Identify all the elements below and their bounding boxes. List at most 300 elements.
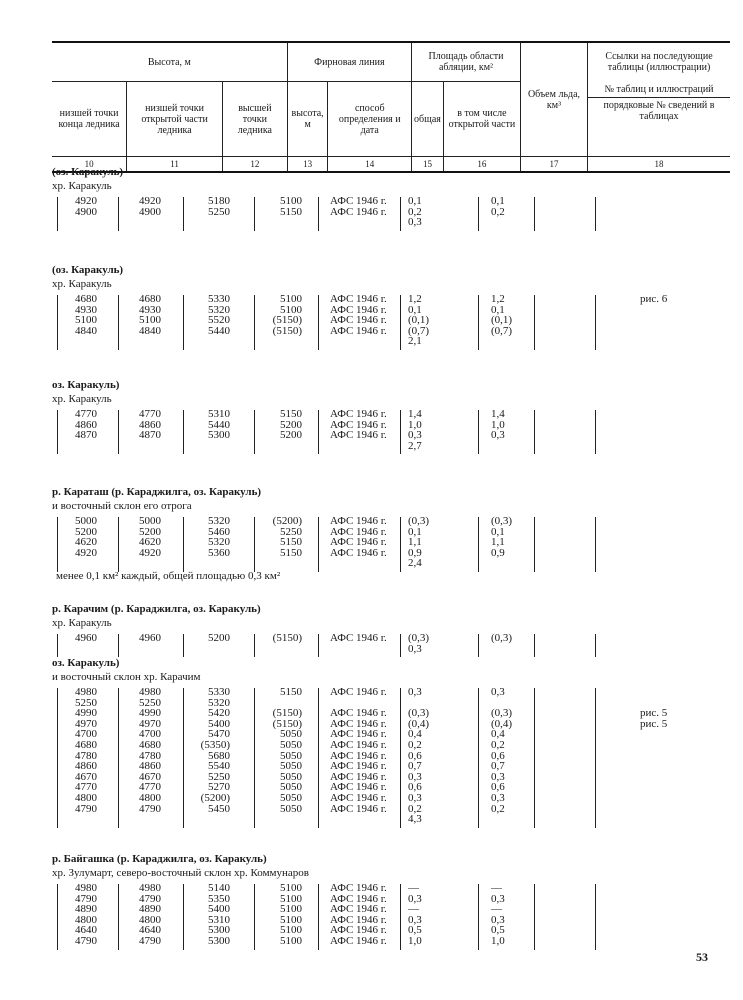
table-cell: 0,2	[491, 802, 505, 815]
table-cell: (0,3)	[491, 707, 513, 720]
table-cell: 1,1	[408, 536, 422, 549]
table-cell: 5100	[280, 293, 302, 305]
table-cell: 5200	[280, 418, 302, 431]
table-cell: 4930	[75, 303, 97, 316]
header-height-group: Высота, м	[52, 42, 287, 82]
table-cell: 4920	[75, 546, 97, 559]
table-cell: 0,3	[491, 792, 505, 804]
table-cell: 5000	[75, 515, 97, 527]
table-cell: 0,3	[408, 792, 422, 804]
header-col-16: в том числе открытой части	[443, 82, 520, 157]
table-cell: АФС 1946 г.	[330, 802, 387, 815]
table-cell: 1,0	[408, 418, 422, 431]
table-cell: 5320	[208, 303, 230, 316]
table-cell: —	[491, 882, 502, 894]
table-cell: (0,3)	[491, 515, 513, 527]
table-cell: 2,4	[408, 557, 422, 570]
header-col-18	[588, 82, 731, 157]
table-cell: АФС 1946 г.	[330, 924, 387, 937]
table-cell: 0,6	[408, 781, 422, 794]
table-cell: 4900	[75, 205, 97, 218]
column-rule	[118, 517, 119, 572]
table-cell: АФС 1946 г.	[330, 303, 387, 316]
column-rule	[183, 688, 184, 828]
table-cell: АФС 1946 г.	[330, 728, 387, 741]
table-cell: 4920	[75, 195, 97, 207]
section-subtitle: хр. Каракуль	[52, 278, 112, 290]
glacier-section	[52, 166, 123, 192]
section-title: оз. Каракуль)	[52, 379, 120, 391]
colnum-14: 14	[328, 157, 412, 173]
table-cell: 0,9	[408, 546, 422, 559]
table-cell: 4790	[139, 935, 161, 947]
table-cell: 4970	[139, 717, 161, 730]
table-cell: АФС 1946 г.	[330, 324, 387, 337]
column-rule	[318, 634, 319, 657]
table-cell: 0,7	[491, 760, 505, 773]
table-cell: 5100	[280, 882, 302, 894]
table-cell: 5100	[280, 913, 302, 926]
table-cell: (5150)	[272, 314, 302, 327]
table-cell: (0,3)	[491, 632, 513, 644]
table-cell: —	[491, 903, 502, 916]
table-cell: 5250	[139, 696, 161, 709]
table-cell: АФС 1946 г.	[330, 781, 387, 794]
table-cell: 0,2	[408, 802, 422, 815]
table-cell: 0,2	[491, 205, 505, 218]
table-cell: 5150	[280, 408, 302, 420]
table-cell: 0,3	[491, 892, 505, 905]
table-cell: 5200	[139, 525, 161, 538]
table-cell: 0,1	[491, 195, 505, 207]
table-cell: 4990	[139, 707, 161, 720]
table-cell: 5270	[208, 781, 230, 794]
table-cell: 4840	[75, 324, 97, 337]
column-rule	[595, 295, 596, 350]
table-cell: 5320	[208, 515, 230, 527]
table-cell: 0,4	[491, 728, 505, 741]
colnum-16: 16	[443, 157, 520, 173]
section-subtitle: хр. Каракуль	[52, 180, 112, 192]
table-cell: 5250	[208, 205, 230, 218]
table-cell: 5140	[208, 882, 230, 894]
table-cell: 4620	[75, 536, 97, 549]
table-cell: (5350)	[200, 739, 230, 751]
table-cell: 4700	[139, 728, 161, 741]
header-refs-group: Ссылки на последующие таблицы (иллюстрации)	[588, 42, 731, 82]
table-cell: 4780	[75, 749, 97, 762]
table-cell: 5050	[280, 739, 302, 751]
table-cell: 5680	[208, 749, 230, 762]
table-cell: 5310	[208, 913, 230, 926]
table-cell: 0,2	[408, 739, 422, 751]
glacier-section	[52, 264, 123, 290]
table-cell: АФС 1946 г.	[330, 760, 387, 773]
table-cell: 1,4	[491, 408, 505, 420]
table-cell: 0,2	[491, 739, 505, 751]
section-subtitle: и восточный склон его отрога	[52, 500, 192, 512]
table-cell: 0,3	[408, 686, 422, 698]
colnum-17: 17	[521, 157, 588, 173]
table-cell: 4770	[75, 781, 97, 794]
table-cell: (5200)	[272, 515, 302, 527]
table-cell: 5420	[208, 707, 230, 720]
table-cell: 5400	[208, 717, 230, 730]
table-cell: 4930	[139, 303, 161, 316]
column-rule	[400, 884, 401, 950]
column-rule	[183, 517, 184, 572]
table-cell: 5100	[280, 303, 302, 316]
section-subtitle: хр. Каракуль	[52, 393, 112, 405]
section-note: менее 0,1 км² каждый, общей площадью 0,3 км²	[56, 570, 281, 582]
section-title: (оз. Каракуль)	[52, 166, 124, 178]
table-cell: 5100	[280, 903, 302, 916]
section-subtitle: и восточный склон хр. Карачим	[52, 671, 201, 683]
table-cell: 4680	[139, 739, 161, 751]
table-cell: 0,6	[491, 749, 505, 762]
table-cell: 0,3	[408, 913, 422, 926]
table-cell: 4860	[139, 418, 161, 431]
column-rule	[595, 884, 596, 950]
table-cell: 0,9	[491, 546, 505, 559]
header-col-10: низшей точки конца ледника	[52, 82, 127, 157]
table-cell: 2,1	[408, 335, 422, 348]
column-rule	[534, 517, 535, 572]
column-rule	[118, 688, 119, 828]
table-cell: 5440	[208, 418, 230, 431]
column-rule	[478, 410, 479, 454]
table-cell: АФС 1946 г.	[330, 913, 387, 926]
table-cell: 5200	[75, 525, 97, 538]
table-cell: 4980	[75, 686, 97, 698]
table-cell: АФС 1946 г.	[330, 429, 387, 442]
colnum-10: 10	[52, 157, 127, 173]
catalog-header-table	[52, 41, 730, 173]
table-cell: 5150	[280, 205, 302, 218]
table-cell: 4800	[75, 792, 97, 804]
table-cell: 4700	[75, 728, 97, 741]
table-cell: 0,2	[408, 205, 422, 218]
table-cell: АФС 1946 г.	[330, 525, 387, 538]
table-cell: 5180	[208, 195, 230, 207]
table-cell: АФС 1946 г.	[330, 686, 387, 698]
column-rule	[478, 688, 479, 828]
table-cell: 5050	[280, 802, 302, 815]
column-rule	[400, 410, 401, 454]
table-cell: 4770	[75, 408, 97, 420]
column-rule	[183, 410, 184, 454]
table-cell: 4790	[75, 935, 97, 947]
colnum-18: 18	[588, 157, 731, 173]
table-cell: 4780	[139, 749, 161, 762]
table-cell: (5150)	[272, 632, 302, 644]
table-cell: АФС 1946 г.	[330, 903, 387, 916]
column-rule	[183, 884, 184, 950]
table-cell: 5300	[208, 924, 230, 937]
table-cell: 0,5	[408, 924, 422, 937]
table-cell: 4890	[139, 903, 161, 916]
column-rule	[534, 634, 535, 657]
column-rule	[534, 410, 535, 454]
column-rule	[534, 688, 535, 828]
table-cell: 5250	[75, 696, 97, 709]
table-cell: 0,1	[491, 525, 505, 538]
table-cell: 4800	[139, 913, 161, 926]
table-cell: 4980	[139, 882, 161, 894]
table-cell: АФС 1946 г.	[330, 935, 387, 947]
section-title: оз. Каракуль)	[52, 657, 120, 669]
table-cell: 4870	[139, 429, 161, 442]
table-cell: 5460	[208, 525, 230, 538]
column-rule	[318, 410, 319, 454]
figure-ref: рис. 6	[640, 293, 668, 305]
table-cell: 5300	[208, 429, 230, 442]
column-rule	[400, 197, 401, 231]
table-cell: —	[408, 882, 419, 894]
column-rule	[183, 634, 184, 657]
section-title: р. Байгашка (р. Караджилга, оз. Каракуль)	[52, 853, 267, 865]
table-cell: 4900	[139, 205, 161, 218]
table-cell: АФС 1946 г.	[330, 749, 387, 762]
table-cell: АФС 1946 г.	[330, 408, 387, 420]
column-rule	[318, 197, 319, 231]
table-cell: 0,3	[491, 429, 505, 442]
column-rule	[400, 688, 401, 828]
table-cell: 5150	[280, 546, 302, 559]
table-cell: АФС 1946 г.	[330, 195, 387, 207]
table-cell: 4680	[75, 739, 97, 751]
table-cell: АФС 1946 г.	[330, 892, 387, 905]
table-cell: 4960	[75, 632, 97, 644]
glacier-section	[52, 486, 261, 512]
table-cell: АФС 1946 г.	[330, 515, 387, 527]
table-cell: 0,6	[491, 781, 505, 794]
table-cell: (0,3)	[408, 515, 430, 527]
column-rule	[318, 688, 319, 828]
glacier-section	[52, 853, 309, 879]
table-cell: 5200	[208, 632, 230, 644]
table-cell: 4870	[75, 429, 97, 442]
table-cell: 5540	[208, 760, 230, 773]
table-cell: (5200)	[200, 792, 230, 804]
header-col-15: общая	[412, 82, 444, 157]
header-area-group: Площадь области абляции, км²	[412, 42, 521, 82]
table-cell: АФС 1946 г.	[330, 707, 387, 720]
table-cell: (0,7)	[491, 324, 513, 337]
column-rule	[478, 634, 479, 657]
table-cell: 5350	[208, 892, 230, 905]
table-cell: 5520	[208, 314, 230, 327]
glacier-section	[52, 657, 200, 683]
table-cell: 5100	[139, 314, 161, 327]
header-ice-volume: Объем льда, км³	[521, 42, 588, 157]
table-cell: 5450	[208, 802, 230, 815]
table-cell: 5330	[208, 293, 230, 305]
table-cell: 0,3	[408, 216, 422, 229]
table-cell: АФС 1946 г.	[330, 314, 387, 327]
table-cell: АФС 1946 г.	[330, 739, 387, 751]
table-cell: (5150)	[272, 707, 302, 720]
column-rule	[478, 295, 479, 350]
table-cell: 5300	[208, 935, 230, 947]
table-cell: 4680	[139, 293, 161, 305]
table-cell: 4960	[139, 632, 161, 644]
table-cell: 4640	[75, 924, 97, 937]
section-subtitle: хр. Зулумарт, северо-восточный склон хр. Коммунаров	[52, 867, 309, 879]
table-cell: АФС 1946 г.	[330, 717, 387, 730]
table-cell: 4860	[139, 760, 161, 773]
column-rule	[318, 517, 319, 572]
table-cell: 5150	[280, 686, 302, 698]
column-rule	[534, 884, 535, 950]
table-cell: АФС 1946 г.	[330, 546, 387, 559]
column-rule	[318, 884, 319, 950]
table-cell: 1,0	[491, 418, 505, 431]
table-cell: (0,7)	[408, 324, 430, 337]
column-rule	[118, 410, 119, 454]
table-cell: 5100	[280, 924, 302, 937]
table-cell: 5050	[280, 760, 302, 773]
table-cell: АФС 1946 г.	[330, 293, 387, 305]
table-cell: 5360	[208, 546, 230, 559]
column-rule	[478, 197, 479, 231]
table-cell: 1,0	[491, 935, 505, 947]
column-rule	[478, 517, 479, 572]
table-cell: 5100	[280, 892, 302, 905]
table-cell: 4,3	[408, 813, 422, 826]
table-cell: 0,5	[491, 924, 505, 937]
table-cell: 5200	[280, 429, 302, 442]
header-refs-sub1: № таблиц и иллюстраций	[604, 83, 714, 95]
column-rule	[595, 410, 596, 454]
table-cell: 5150	[280, 536, 302, 549]
table-cell: (0,4)	[491, 717, 513, 730]
column-rule	[595, 517, 596, 572]
table-cell: (0,3)	[408, 707, 430, 720]
table-cell: 0,6	[408, 749, 422, 762]
table-cell: (0,1)	[408, 314, 430, 327]
table-cell: 4770	[139, 781, 161, 794]
table-cell: АФС 1946 г.	[330, 205, 387, 218]
table-cell: 5100	[75, 314, 97, 327]
table-cell: 4980	[75, 882, 97, 894]
table-cell: 5320	[208, 536, 230, 549]
figure-ref: рис. 5	[640, 707, 668, 720]
column-rule	[118, 634, 119, 657]
column-rule	[534, 197, 535, 231]
table-cell: (5150)	[272, 324, 302, 337]
table-cell: 5100	[280, 935, 302, 947]
table-cell: 1,1	[491, 536, 505, 549]
table-cell: 4770	[139, 408, 161, 420]
header-firn-group: Фирновая линия	[287, 42, 411, 82]
table-cell: АФС 1946 г.	[330, 792, 387, 804]
table-cell: 5050	[280, 770, 302, 783]
table-cell: 4620	[139, 536, 161, 549]
table-cell: (0,1)	[491, 314, 513, 327]
table-cell: 4860	[75, 418, 97, 431]
table-cell: 0,1	[408, 525, 422, 538]
table-cell: 4800	[139, 792, 161, 804]
table-cell: 4920	[139, 546, 161, 559]
table-cell: 4790	[139, 892, 161, 905]
column-rule	[534, 295, 535, 350]
table-cell: 4790	[139, 802, 161, 815]
table-cell: 4990	[75, 707, 97, 720]
table-cell: АФС 1946 г.	[330, 770, 387, 783]
table-cell: 4640	[139, 924, 161, 937]
table-cell: (5150)	[272, 717, 302, 730]
column-rule	[478, 884, 479, 950]
glacier-section	[52, 379, 119, 405]
table-cell: 4670	[139, 770, 161, 783]
table-cell: 5400	[208, 903, 230, 916]
column-rule	[400, 295, 401, 350]
figure-ref: рис. 5	[640, 717, 668, 730]
table-cell: АФС 1946 г.	[330, 882, 387, 894]
table-cell: АФС 1946 г.	[330, 418, 387, 431]
table-cell: 1,4	[408, 408, 422, 420]
table-cell: АФС 1946 г.	[330, 536, 387, 549]
table-cell: 2,7	[408, 439, 422, 452]
section-title: (оз. Каракуль)	[52, 264, 124, 276]
section-title: р. Караташ (р. Караджилга, оз. Каракуль)	[52, 486, 262, 498]
table-cell: 4790	[75, 892, 97, 905]
header-col-12: высшей точки ледника	[223, 82, 288, 157]
table-cell: 5250	[280, 525, 302, 538]
table-cell: (0,3)	[408, 632, 430, 644]
table-cell: 0,7	[408, 760, 422, 773]
table-cell: 4920	[139, 195, 161, 207]
glacier-section	[52, 603, 261, 629]
column-rule	[118, 295, 119, 350]
column-rule	[400, 517, 401, 572]
table-cell: 0,3	[408, 892, 422, 905]
table-cell: 5000	[139, 515, 161, 527]
table-cell: 0,1	[491, 303, 505, 316]
section-title: р. Карачим (р. Караджилга, оз. Каракуль)	[52, 603, 261, 615]
table-cell: 5310	[208, 408, 230, 420]
page-number: 53	[696, 950, 708, 964]
column-rule	[595, 197, 596, 231]
table-cell: 4860	[75, 760, 97, 773]
table-cell: 1,2	[491, 293, 505, 305]
table-cell: (0,4)	[408, 717, 430, 730]
table-cell: 0,3	[408, 642, 422, 655]
column-rule	[595, 634, 596, 657]
header-refs-sub2: порядковые № сведений в таблицах	[588, 97, 730, 124]
table-cell: 4670	[75, 770, 97, 783]
table-cell: 4790	[75, 802, 97, 815]
colnum-15: 15	[412, 157, 444, 173]
table-cell: 1,0	[408, 935, 422, 947]
table-cell: 0,3	[491, 770, 505, 783]
header-col-11: низшей точки открытой части ледника	[127, 82, 223, 157]
column-rule	[595, 688, 596, 828]
table-cell: 5320	[208, 696, 230, 709]
colnum-13: 13	[287, 157, 328, 173]
table-cell: 4800	[75, 913, 97, 926]
table-cell: 5470	[208, 728, 230, 741]
table-cell: —	[408, 903, 419, 916]
table-cell: 4980	[139, 686, 161, 698]
column-rule	[183, 197, 184, 231]
column-rule	[118, 884, 119, 950]
column-rule	[183, 295, 184, 350]
table-cell: 4680	[75, 293, 97, 305]
table-cell: 1,2	[408, 293, 422, 305]
column-rule	[318, 295, 319, 350]
